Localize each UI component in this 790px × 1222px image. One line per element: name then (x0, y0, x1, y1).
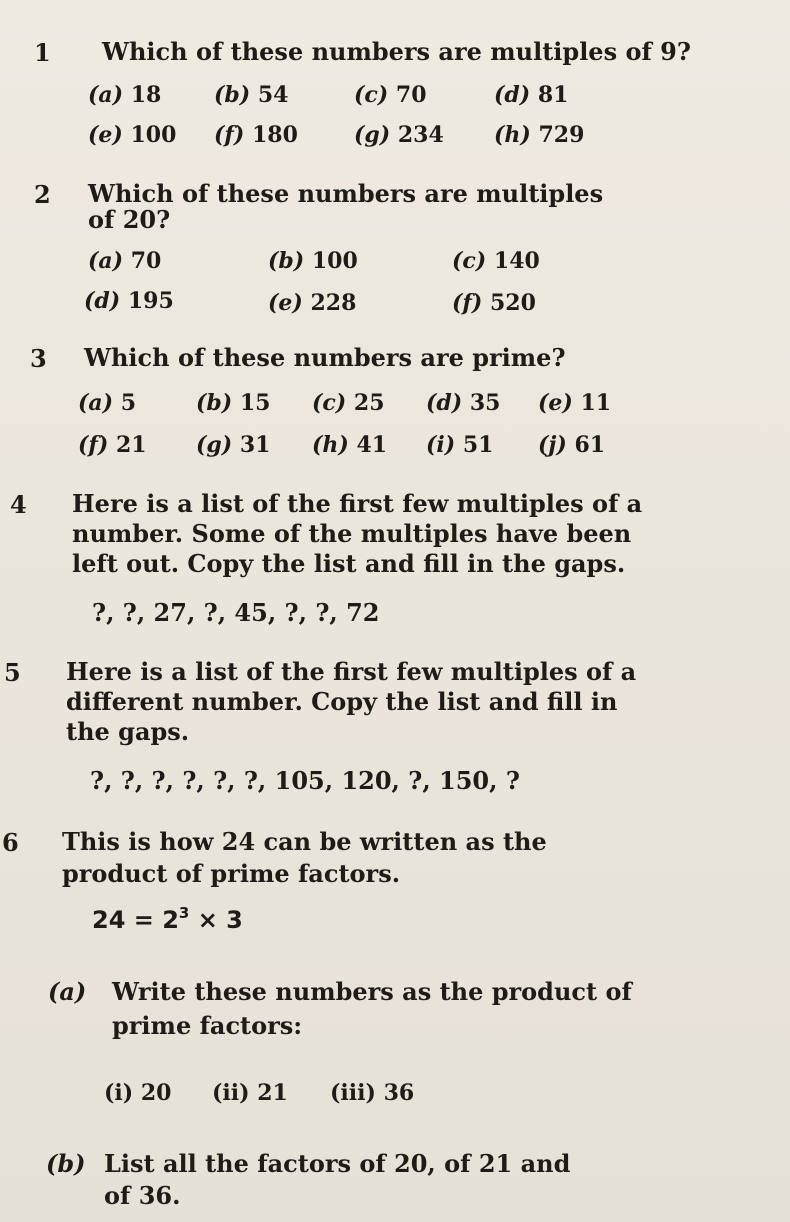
question-3-text: Which of these numbers are prime? (84, 343, 566, 372)
question-6-text-line-2: product of prime factors. (62, 859, 401, 888)
question-4-sequence: ?, ?, 27, ?, 45, ?, ?, 72 (92, 598, 380, 627)
option-label: (f) (214, 122, 245, 148)
q2-option-e (268, 290, 356, 316)
option-value: 81 (537, 82, 569, 108)
question-5-sequence: ?, ?, ?, ?, ?, ?, 105, 120, ?, 150, ? (90, 766, 520, 795)
option-value: 100 (311, 248, 358, 274)
option-value: 140 (493, 248, 540, 274)
option-value: 54 (257, 82, 289, 108)
q3-option-e (538, 390, 611, 416)
q1-option-c (354, 82, 427, 108)
q1-option-d (494, 82, 569, 108)
question-4-number: 4 (10, 490, 27, 519)
option-label: (i) (426, 432, 456, 458)
q2-option-b (268, 248, 358, 274)
q3-option-b (196, 390, 271, 416)
part-b-text-line-1: List all the factors of 20, of 21 and (104, 1149, 571, 1178)
option-label: (g) (196, 432, 233, 458)
item-value: 20 (140, 1080, 172, 1106)
q1-option-g (354, 122, 444, 148)
formula-rhs: × 3 (189, 906, 243, 934)
q1-option-b (214, 82, 289, 108)
item-label: (ii) (212, 1080, 250, 1106)
question-4-text-line-1: Here is a list of the first few multiples of a (72, 489, 643, 518)
part-a-text-line-1: Write these numbers as the product of (112, 977, 632, 1006)
q1-option-f (214, 122, 298, 148)
option-value: 228 (310, 290, 357, 316)
part-a-label-text: (a) (48, 977, 87, 1006)
option-label: (d) (494, 82, 531, 108)
q3-option-i (426, 432, 493, 458)
option-value: 520 (489, 290, 536, 316)
q3-option-d (426, 390, 501, 416)
option-label: (a) (78, 390, 114, 416)
option-label: (e) (538, 390, 573, 416)
option-value: 234 (397, 122, 444, 148)
question-4-text-line-2: number. Some of the multiples have been (72, 519, 632, 548)
item-label: (i) (104, 1080, 134, 1106)
option-label: (d) (84, 288, 121, 314)
formula-lhs: 24 = 2 (92, 906, 179, 934)
question-5-text-line-2: different number. Copy the list and fill in (66, 687, 618, 716)
question-2-number: 2 (34, 180, 51, 209)
option-value: 61 (574, 432, 606, 458)
question-5-number: 5 (4, 658, 21, 687)
option-value: 41 (356, 432, 388, 458)
option-label: (e) (268, 290, 303, 316)
question-1-text: Which of these numbers are multiples of 9? (102, 37, 691, 66)
option-value: 15 (239, 390, 271, 416)
option-label: (b) (196, 390, 233, 416)
option-value: 100 (130, 122, 177, 148)
option-label: (c) (312, 390, 347, 416)
option-label: (f) (452, 290, 483, 316)
part-a-item-iii (330, 1080, 414, 1106)
formula-exponent: 3 (178, 904, 190, 922)
option-label: (c) (452, 248, 487, 274)
part-b-label (46, 1148, 86, 1179)
option-label: (h) (494, 122, 531, 148)
question-2-text-line-1: Which of these numbers are multiples (88, 179, 604, 208)
question-5-text-line-3: the gaps. (66, 717, 190, 746)
option-value: 70 (395, 82, 427, 108)
q1-option-e (88, 122, 176, 148)
option-label: (c) (354, 82, 389, 108)
question-1-number: 1 (34, 38, 51, 67)
option-value: 5 (120, 390, 137, 416)
option-label: (j) (538, 432, 567, 458)
option-label: (g) (354, 122, 391, 148)
q3-option-g (196, 432, 271, 458)
q2-option-f (452, 290, 536, 316)
q3-option-c (312, 390, 385, 416)
question-2-text-line-2: of 20? (88, 205, 171, 234)
option-label: (b) (268, 248, 305, 274)
option-label: (d) (426, 390, 463, 416)
option-label: (h) (312, 432, 349, 458)
option-label: (e) (88, 122, 123, 148)
q1-option-h (494, 122, 584, 148)
option-value: 21 (115, 432, 147, 458)
item-value: 21 (257, 1080, 288, 1106)
option-value: 195 (127, 288, 174, 314)
part-a-item-i (104, 1080, 171, 1106)
option-value: 180 (251, 122, 298, 148)
option-value: 11 (580, 390, 612, 416)
part-a-text-line-2: prime factors: (112, 1011, 303, 1040)
part-b-text-line-2: of 36. (104, 1181, 181, 1210)
q3-option-a (78, 390, 136, 416)
option-value: 51 (462, 432, 494, 458)
q3-option-j (538, 432, 605, 458)
q1-option-a (88, 82, 161, 108)
option-value: 70 (130, 248, 162, 274)
q2-option-a (88, 248, 161, 274)
part-a-item-ii (212, 1080, 288, 1106)
question-6-number: 6 (2, 828, 19, 857)
option-value: 35 (469, 390, 501, 416)
option-value: 25 (353, 390, 385, 416)
option-label: (b) (214, 82, 251, 108)
option-value: 31 (239, 432, 271, 458)
q2-option-c (452, 248, 540, 274)
q2-option-d (84, 288, 174, 314)
question-4-text-line-3: left out. Copy the list and fill in the gaps. (72, 549, 626, 578)
option-label: (f) (78, 432, 109, 458)
question-5-text-line-1: Here is a list of the first few multiples of a (66, 657, 637, 686)
question-3-number: 3 (30, 344, 47, 373)
item-label: (iii) (330, 1080, 376, 1106)
part-b-label-text: (b) (46, 1149, 86, 1178)
option-label: (a) (88, 248, 124, 274)
part-a-label (48, 976, 86, 1007)
q3-option-h (312, 432, 387, 458)
option-value: 18 (130, 82, 162, 108)
question-6-text-line-1: This is how 24 can be written as the (62, 827, 547, 856)
option-value: 729 (538, 122, 585, 148)
item-value: 36 (383, 1080, 415, 1106)
option-label: (a) (88, 82, 124, 108)
q3-option-f (78, 432, 147, 458)
prime-factor-formula (92, 904, 243, 934)
